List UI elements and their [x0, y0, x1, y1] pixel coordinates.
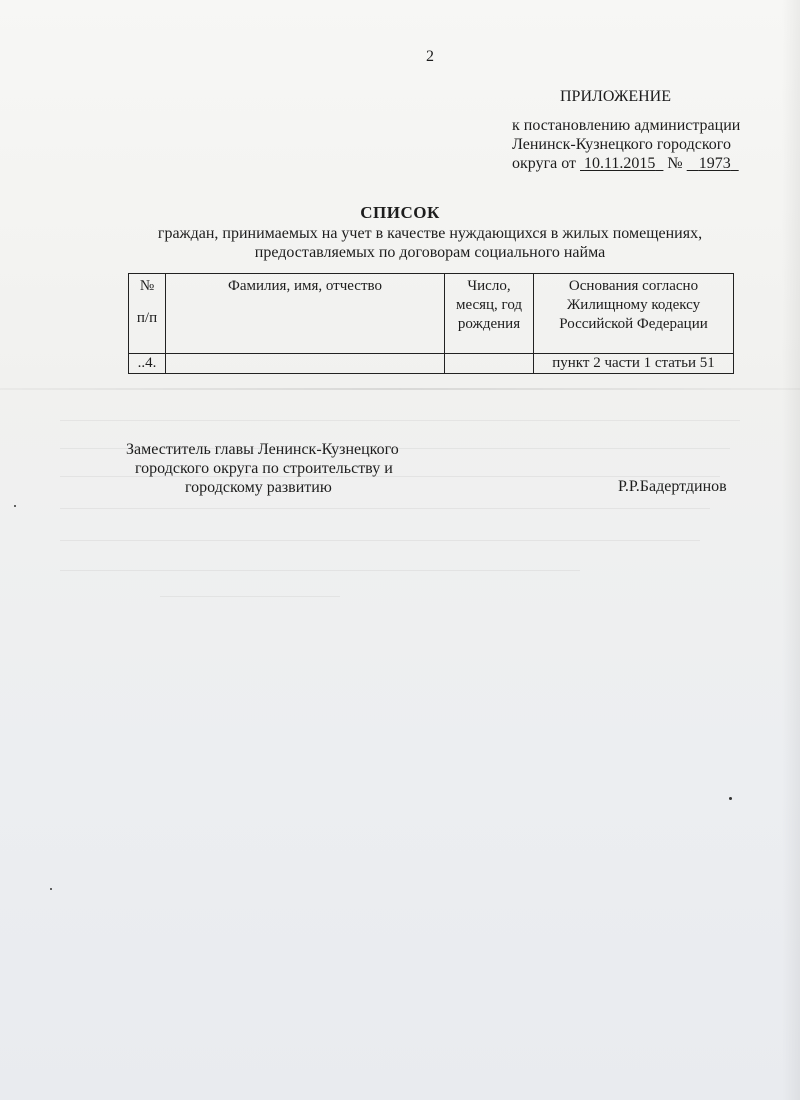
bleed-line [60, 508, 710, 509]
resolution-number-sign: № [667, 155, 683, 172]
bleed-line [160, 596, 340, 597]
header-number: № п/п [129, 274, 166, 354]
signatory-position-line-1: Заместитель главы Ленинск-Кузнецкого [126, 441, 399, 458]
signatory-position-line-2: городского округа по строительству и [135, 460, 393, 477]
bleed-line [60, 420, 740, 421]
signatory-name: Р.Р.Бадертдинов [618, 478, 727, 495]
row-basis: пункт 2 части 1 статьи 51 [534, 354, 734, 374]
bleed-line [60, 570, 580, 571]
paper-edge-shadow [782, 0, 800, 1100]
scan-speck [729, 797, 732, 800]
table-row [129, 354, 734, 374]
row-number: ..4. [129, 354, 166, 374]
header-birth-date: Число, месяц, год рождения [445, 274, 534, 354]
resolution-reference [512, 116, 752, 173]
table-header-row [129, 274, 734, 354]
resolution-line-1: к постановлению администрации [512, 117, 741, 134]
citizens-table [128, 273, 734, 374]
signatory-position [126, 440, 399, 497]
resolution-line-3 [512, 154, 752, 173]
scan-speck [50, 888, 52, 890]
signatory-position-line-3: городскому развитию [185, 479, 332, 496]
resolution-line-2: Ленинск-Кузнецкого городского [512, 136, 731, 153]
header-basis: Основания согласно Жилищному кодексу Российской Федерации [534, 274, 734, 354]
resolution-date: 10.11.2015 [584, 155, 656, 172]
page-number: 2 [426, 48, 434, 65]
resolution-date-prefix: округа от [512, 155, 581, 172]
row-full-name [166, 354, 445, 374]
paper-fold [0, 388, 800, 390]
row-birth-date [445, 354, 534, 374]
list-subtitle: граждан, принимаемых на учет в качестве нуждающихся в жилых помещениях, предоставляемых по договорам социального найма [157, 225, 703, 261]
appendix-title: ПРИЛОЖЕНИЕ [560, 88, 672, 105]
scan-speck [14, 505, 16, 507]
list-title: СПИСОК [360, 203, 440, 222]
bleed-line [60, 540, 700, 541]
header-full-name: Фамилия, имя, отчество [166, 274, 445, 354]
resolution-number: 1973 [698, 155, 731, 172]
